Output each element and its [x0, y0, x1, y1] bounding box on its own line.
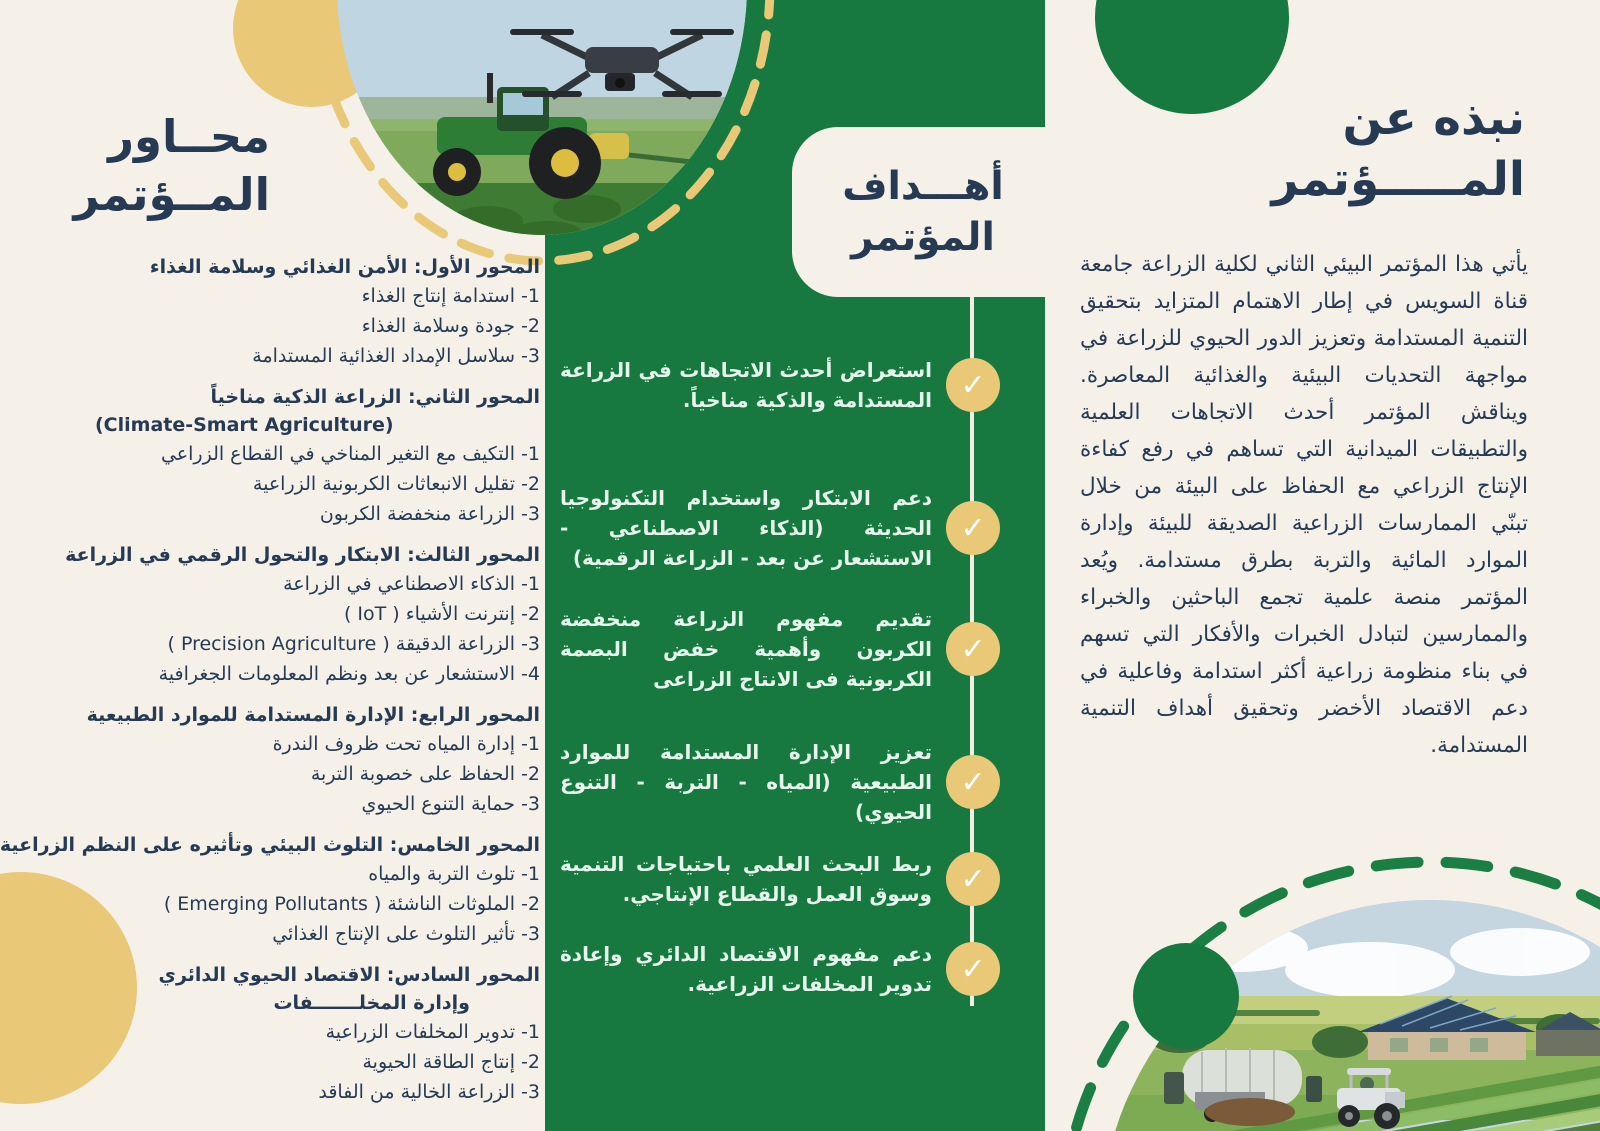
about-title-line1: نبذه عن	[1342, 91, 1525, 146]
axis-item: 2- الملوثات الناشئة ( Emerging Pollutants )	[163, 893, 540, 915]
axis-heading: المحور السادس: الاقتصاد الحيوي الدائري	[158, 964, 540, 986]
check-icon: ✓	[946, 358, 1000, 412]
axis-block-2	[95, 383, 540, 529]
about-title	[1180, 88, 1525, 210]
objective-text: ربط البحث العلمي باحتياجات التنمية وسوق العمل والقطاع الإنتاجي.	[560, 852, 932, 906]
axis-block-5	[0, 831, 540, 949]
objective-text: تعزيز الإدارة المستدامة للموارد الطبيعية (المياه - التربة - التنوع الحيوي)	[560, 740, 932, 824]
objective-text: استعراض أحدث الاتجاهات في الزراعة المستدامة والذكية مناخياً.	[560, 358, 932, 412]
themes-title	[58, 108, 270, 223]
axis-item: 1- تدوير المخلفات الزراعية	[325, 1021, 540, 1043]
axis-item: 3- الزراعة منخفضة الكربون	[319, 503, 540, 525]
axis-item: 2- جودة وسلامة الغذاء	[361, 315, 540, 337]
axis-item: 1- التكيف مع التغير المناخي في القطاع الزراعي	[160, 443, 540, 465]
themes-title-line2: المــؤتمر	[73, 167, 270, 221]
axis-item: 1- إدارة المياه تحت ظروف الندرة	[272, 733, 540, 755]
axis-item: 3- تأثير التلوث على الإنتاج الغذائي	[272, 923, 540, 945]
objective-row	[560, 483, 1000, 573]
axis-item: 1- استدامة إنتاج الغذاء	[361, 285, 540, 307]
check-icon: ✓	[946, 622, 1000, 676]
axis-heading: المحور الرابع: الإدارة المستدامة للموارد الطبيعية	[86, 704, 540, 726]
objective-row	[560, 604, 1000, 694]
themes-list	[0, 253, 540, 1107]
axis-block-6	[95, 961, 540, 1107]
objective-row	[560, 355, 1000, 415]
objective-row	[560, 939, 1000, 999]
axis-item: 2- إنترنت الأشياء ( IoT )	[343, 603, 540, 625]
check-icon: ✓	[946, 501, 1000, 555]
objective-text: تقديم مفهوم الزراعة منخفضة الكربون وأهمية خفض البصمة الكربونية فى الانتاج الزراعى	[560, 607, 932, 691]
axis-heading: المحور الأول: الأمن الغذائي وسلامة الغذاء	[149, 256, 540, 278]
check-icon: ✓	[946, 942, 1000, 996]
axis-item: 2- تقليل الانبعاثات الكربونية الزراعية	[252, 473, 540, 495]
axis-heading-latin: (Climate-Smart Agriculture)	[95, 414, 394, 436]
axis-item: 3- سلاسل الإمداد الغذائية المستدامة	[252, 345, 540, 367]
objectives-title	[842, 161, 1004, 264]
axis-item: 1- الذكاء الاصطناعي في الزراعة	[283, 573, 540, 595]
themes-title-line1: محــاور	[108, 110, 270, 163]
about-title-line2: المـــــؤتمر	[1271, 152, 1525, 208]
about-body-paragraph: يأتي هذا المؤتمر البيئي الثاني لكلية الزراعة جامعة قناة السويس في إطار الاهتمام المتزايد بتحقيق التنمية المستدامة وتعزيز الدور الحيوي للزراعة في مواجهة التحديات البيئية والغذائية المعاصرة. ويناقش المؤتمر أحدث الاتجاهات العلمية والتطبيقات الميدانية التي تساهم في رفع كفاءة الإنتاج الزراعي مع الحفاظ على البيئة من خلال تبنّي الممارسات الزراعية الصديقة للبيئة وإدارة الموارد المائية والتربة بطرق مستدامة. ويُعد المؤتمر منصة علمية تجمع الباحثين والخبراء والممارسين لتبادل الخبرات والأفكار التي تسهم في بناء منظومة زراعية أكثر استدامة وفاعلية في دعم الاقتصاد الأخضر وتحقيق أهداف التنمية المستدامة.	[1080, 252, 1528, 758]
axis-item: 4- الاستشعار عن بعد ونظم المعلومات الجغرافية	[158, 663, 540, 685]
axis-heading-line2: وإدارة المخلـــــــفات	[273, 992, 470, 1014]
check-icon: ✓	[946, 852, 1000, 906]
objective-row	[560, 737, 1000, 827]
objectives-title-card	[792, 127, 1054, 297]
axis-item: 3- الزراعة الخالية من الفاقد	[318, 1081, 540, 1103]
axis-item: 3- حماية التنوع الحيوي	[361, 793, 540, 815]
axis-heading: المحور الثالث: الابتكار والتحول الرقمي في الزراعة	[65, 544, 540, 566]
axis-block-3	[65, 541, 540, 689]
axis-heading: المحور الثاني: الزراعة الذكية مناخياً	[210, 386, 540, 408]
objective-row	[560, 849, 1000, 909]
objective-text: دعم مفهوم الاقتصاد الدائري وإعادة تدوير المخلفات الزراعية.	[560, 942, 932, 996]
axis-heading: المحور الخامس: التلوث البيئي وتأثيره على النظم الزراعية	[0, 834, 540, 856]
axis-block-4	[86, 701, 540, 819]
objectives-title-line2: المؤتمر	[851, 215, 995, 260]
objective-text: دعم الابتكار واستخدام التكنولوجيا الحديثة (الذكاء الاصطناعي - الاستشعار عن بعد - الزراعة الرقمية)	[560, 486, 932, 570]
decor-green-circle-bottom	[1133, 943, 1239, 1049]
axis-block-1	[95, 253, 540, 371]
objectives-title-line1: أهـــداف	[842, 163, 1004, 209]
check-icon: ✓	[946, 755, 1000, 809]
axis-item: 2- إنتاج الطاقة الحيوية	[362, 1051, 540, 1073]
axis-item: 1- تلوث التربة والمياه	[368, 863, 540, 885]
axis-item: 2- الحفاظ على خصوبة التربة	[310, 763, 540, 785]
axis-item: 3- الزراعة الدقيقة ( Precision Agriculture )	[167, 633, 540, 655]
